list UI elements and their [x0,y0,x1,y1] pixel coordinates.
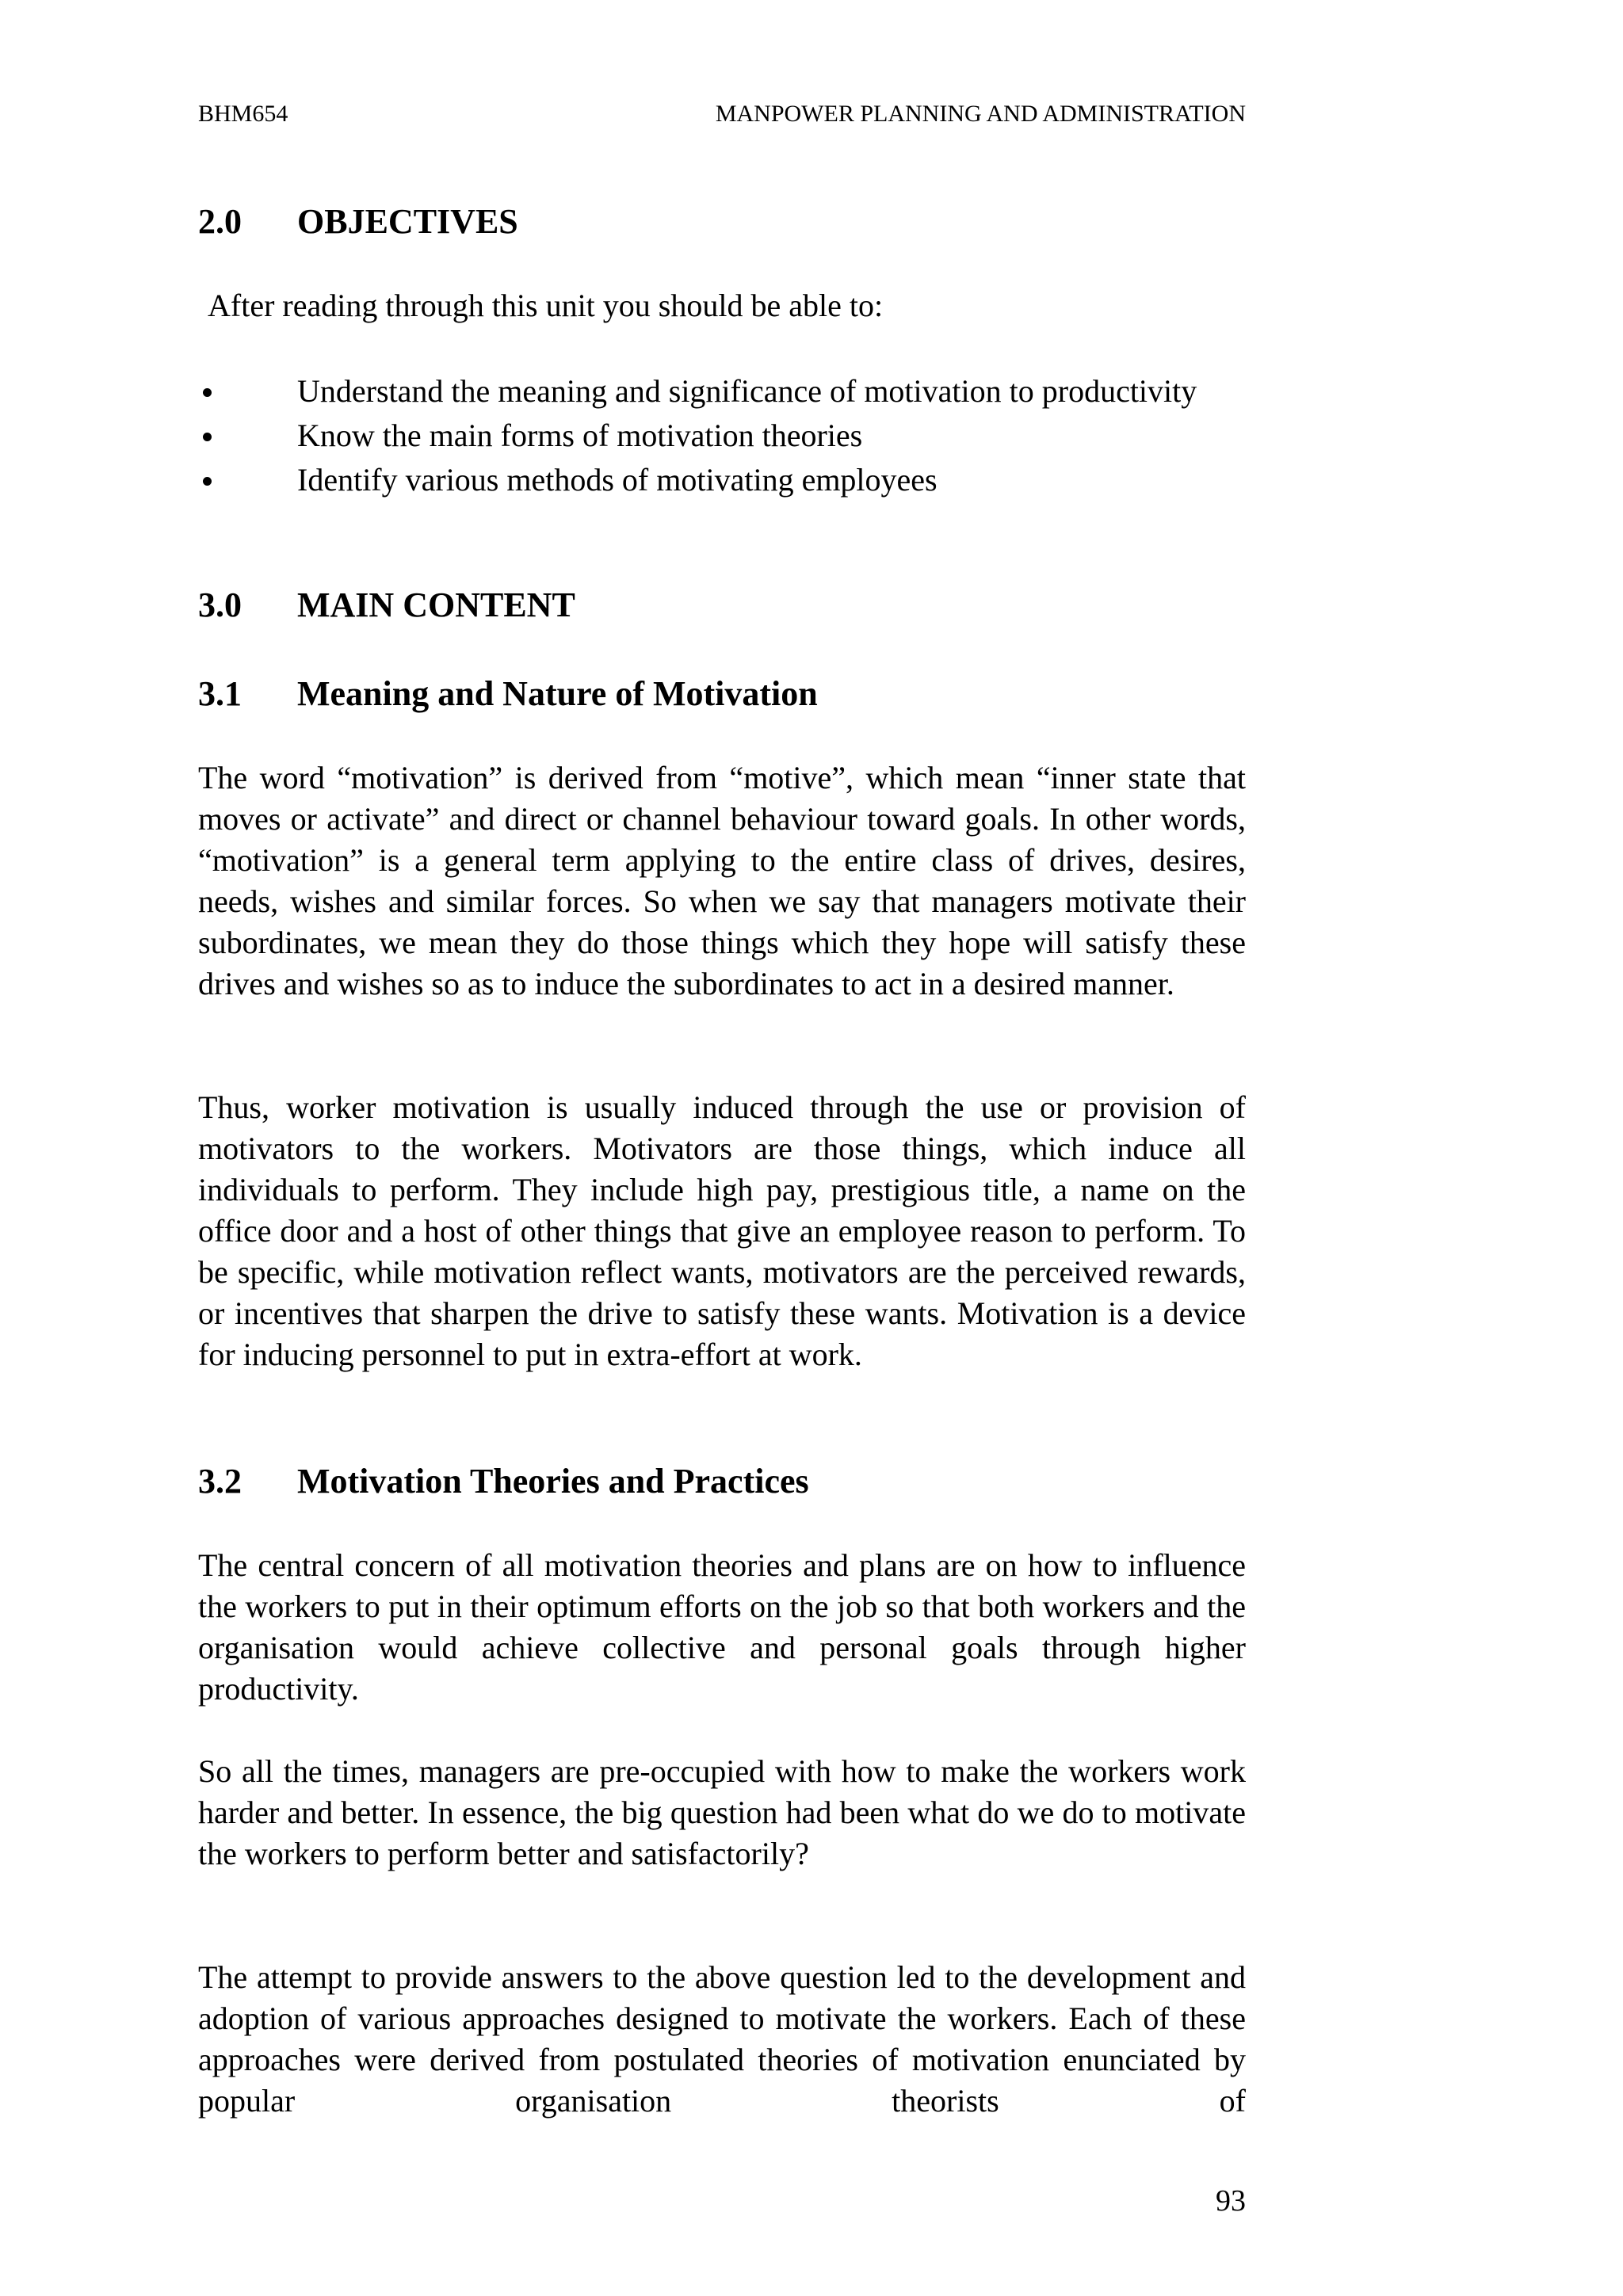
section-3-1-number: 3.1 [198,674,242,713]
section-3-2-number: 3.2 [198,1462,242,1501]
objectives-heading [198,200,1246,244]
main-content-heading-number: 3.0 [198,585,242,624]
objectives-intro: After reading through this unit you should be able to: [208,288,884,323]
main-content-heading [198,583,1246,627]
bullet-icon [203,433,212,441]
list-item-text: Understand the meaning and significance of motivation to productivity [297,373,1197,409]
list-item [198,415,1246,456]
section-3-2-paragraph-3: The attempt to provide answers to the above question led to the development and adoption of various approaches designed to motivate the workers. Each of these approaches were derived from postulated theories of motivation enunciated by popular organisation theorists of [198,1959,1246,2119]
section-3-1-paragraph-1: The word “motivation” is derived from “motive”, which mean “inner state that moves or activate” and direct or channel behaviour toward goals. In other words, “motivation” is a general term applying to the entire class of drives, desires, needs, wishes and similar forces. So when we say that managers motivate their subordinates, we mean they do those things which they hope will satisfy these drives and wishes so as to induce the subordinates to act in a desired manner. [198,760,1246,1001]
objectives-list [198,371,1246,504]
bullet-icon [203,388,212,397]
document-page [198,0,1246,2296]
list-item [198,460,1246,501]
section-3-2-paragraph-2: So all the times, managers are pre-occupied with how to make the workers work harder and better. In essence, the big question had been what do we do to motivate the workers to perform better and satisfactorily? [198,1753,1246,1871]
running-header [198,98,1246,130]
list-item [198,371,1246,412]
section-3-2-heading [198,1459,1246,1504]
bullet-icon [203,477,212,486]
objectives-heading-title: OBJECTIVES [297,202,518,241]
list-item-text: Know the main forms of motivation theories [297,418,863,453]
section-3-1-paragraph-2: Thus, worker motivation is usually induced through the use or provision of motivators to the workers. Motivators are those things, which induce all individuals to perform. They include high pay, prestigious title, a name on the office door and a host of other things that give an employee reason to perform. To be specific, while motivation reflect wants, motivators are the perceived rewards, or incentives that sharpen the drive to satisfy these wants. Motivation is a device for inducing personnel to put in extra-effort at work. [198,1089,1246,1372]
course-code: BHM654 [198,101,288,127]
course-title: MANPOWER PLANNING AND ADMINISTRATION [715,101,1246,127]
page-number: 93 [1216,2184,1246,2218]
section-3-2-title: Motivation Theories and Practices [297,1462,809,1501]
section-3-2-paragraph-1: The central concern of all motivation theories and plans are on how to influence the workers to put in their optimum efforts on the job so that both workers and the organisation would achieve collective and personal goals through higher productivity. [198,1547,1246,1707]
section-3-1-heading [198,672,1246,716]
main-content-heading-title: MAIN CONTENT [297,585,575,624]
objectives-heading-number: 2.0 [198,202,242,241]
section-3-1-title: Meaning and Nature of Motivation [297,674,818,713]
list-item-text: Identify various methods of motivating employees [297,462,938,498]
